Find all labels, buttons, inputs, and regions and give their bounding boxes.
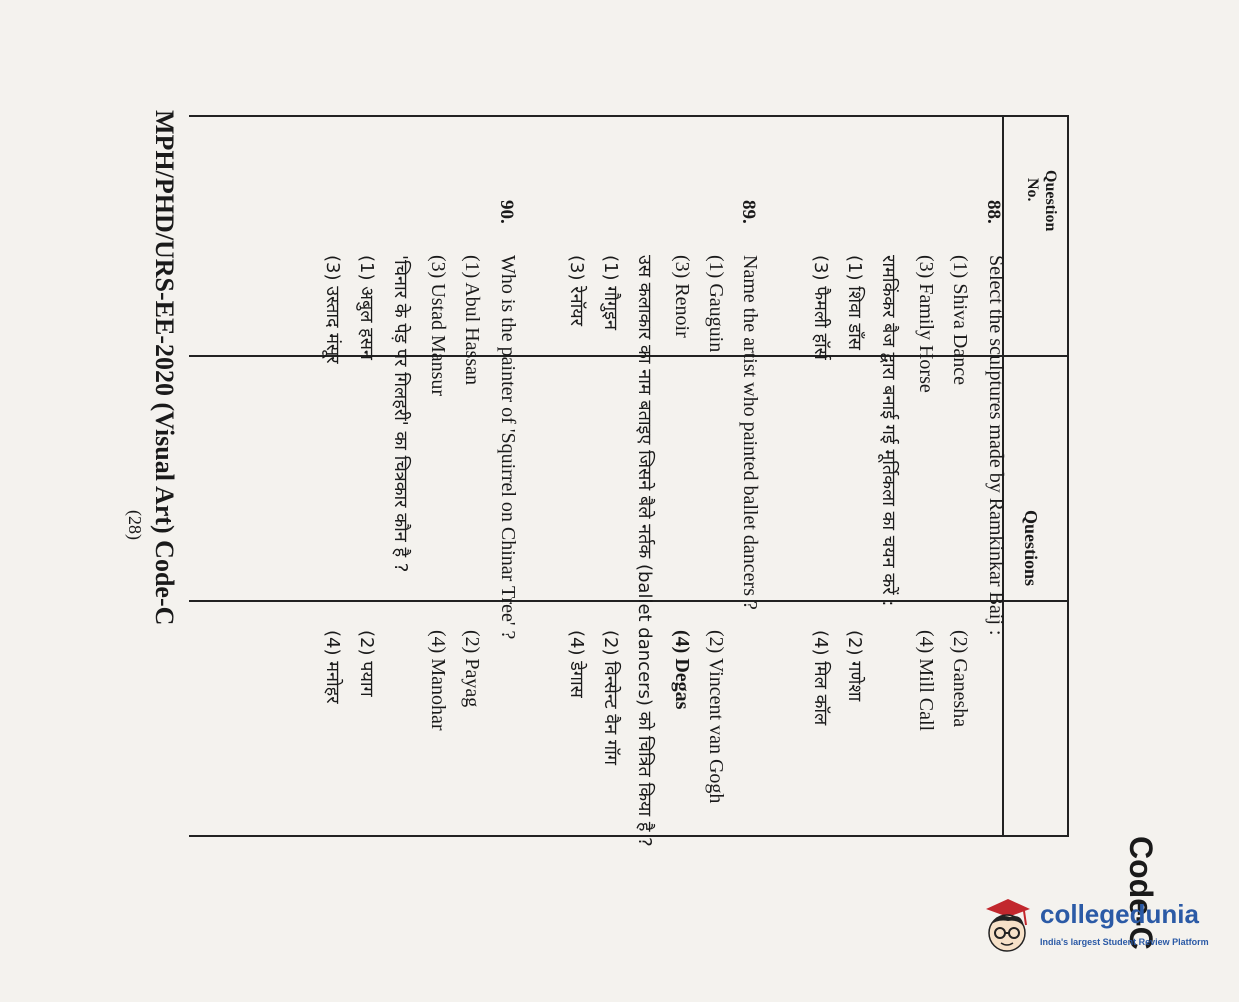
q88-option-4-en: (4) Mill Call (915, 630, 937, 732)
logo-brand-text: collegedunia (1040, 899, 1199, 929)
q90-option-3-en: (3) Ustad Mansur (427, 255, 449, 397)
question-number-89: 89. (738, 200, 759, 224)
q88-option-3-hi: (3) फैमली हॉर्स (810, 255, 831, 360)
q89-option-3-hi: (3) रेनॉयर (566, 255, 587, 327)
q88-option-1-en: (1) Shiva Dance (949, 255, 971, 385)
question-number-90: 90. (496, 200, 517, 224)
q89-option-2-hi: (2) विन्सेन्ट वैन गॉग (600, 630, 621, 765)
q89-option-1-hi: (1) गौगुइन (600, 255, 621, 330)
table-right-border (189, 115, 1069, 117)
questions-header: Questions (1021, 510, 1041, 587)
q89-option-1-en: (1) Gauguin (705, 255, 727, 353)
question-88-text-en: Select the sculptures made by Ramkinkar Baij : (985, 255, 1007, 636)
collegedunia-logo (978, 893, 1218, 963)
q88-option-1-hi: (1) शिवा डाँस (844, 255, 865, 350)
q88-option-3-en: (3) Family Horse (915, 255, 937, 393)
question-no-header: Question No. (1024, 170, 1059, 232)
footer-title: MPH/PHD/URS-EE-2020 (Visual Art) Code-C (150, 110, 179, 626)
q89-option-4-hi: (4) डेगास (566, 630, 587, 698)
q90-option-3-hi: (3) उस्ताद मंसूर (322, 255, 343, 364)
question-90-text-hi: 'चिनार के पेड़ पर गिलहरी' का चित्रकार कौन है ? (390, 255, 411, 573)
page-number: (28) (125, 510, 145, 540)
question-89-text-en: Name the artist who painted ballet dancers ? (739, 255, 761, 610)
question-88-text-hi: रामकिंकर बैज द्वारा बनाई गई मूर्तिकला का चयन करें : (878, 255, 899, 607)
q90-option-1-hi: (1) अबुल हसन (356, 255, 377, 360)
row-divider-89-90 (189, 600, 1069, 602)
q89-option-2-en: (2) Vincent van Gogh (705, 630, 727, 804)
q88-option-2-hi: (2) गणेशा (844, 630, 865, 702)
table-top-border (1067, 115, 1069, 835)
question-90-text-en: Who is the painter of 'Squirrel on Chinar Tree' ? (497, 255, 519, 640)
table-bottom-line (189, 835, 1069, 837)
code-tag: Code-C (1123, 836, 1159, 950)
q88-option-4-hi: (4) मिल कॉल (810, 630, 831, 726)
q90-option-4-hi: (4) मनोहर (322, 630, 343, 704)
q90-option-1-en: (1) Abul Hassan (461, 255, 483, 385)
question-89-text-hi: उस कलाकार का नाम बताइए जिसने बैले नर्तक (ballet dancers) को चित्रित किया है ? (634, 255, 655, 847)
q90-option-2-en: (2) Payag (461, 630, 483, 708)
q90-option-4-en: (4) Manohar (427, 630, 449, 731)
question-number-88: 88. (983, 200, 1004, 224)
q89-option-3-en: (3) Renoir (671, 255, 693, 338)
q90-option-2-hi: (2) पयाग (356, 630, 377, 697)
q88-option-2-en: (2) Ganesha (949, 630, 971, 728)
q89-option-4-en: (4) Degas (671, 630, 693, 710)
logo-tagline: India's largest Student Review Platform (1040, 937, 1209, 947)
mascot-icon (978, 895, 1036, 957)
